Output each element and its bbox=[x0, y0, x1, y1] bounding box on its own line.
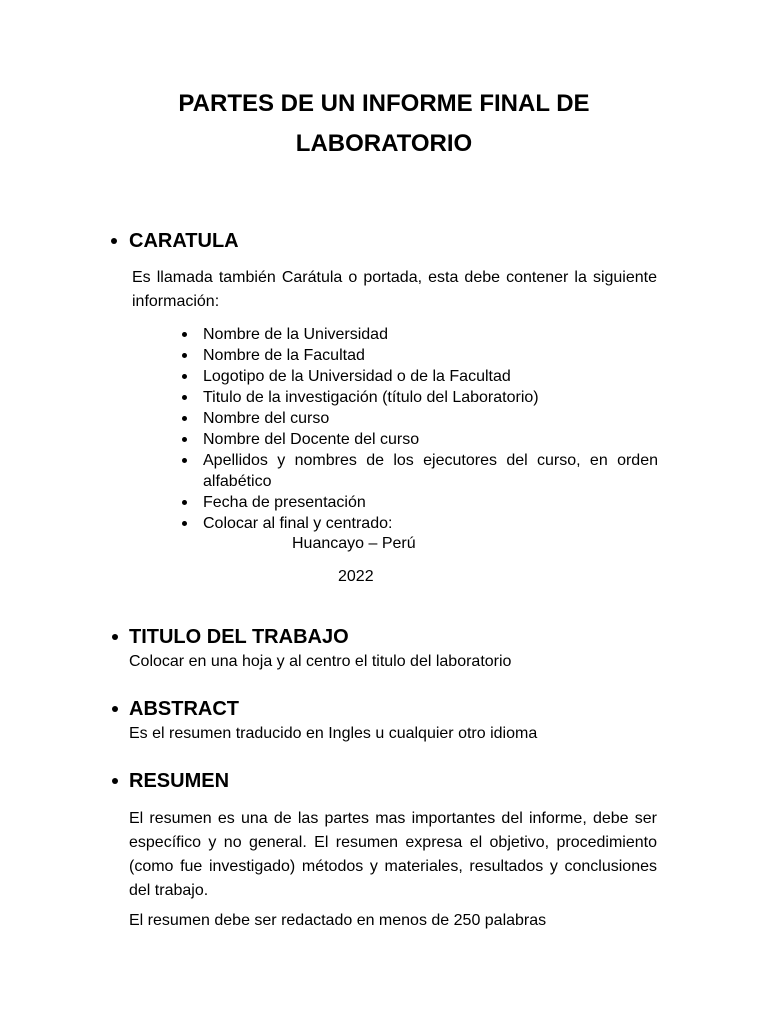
abstract-text: Es el resumen traducido en Ingles u cualquier otro idioma bbox=[129, 725, 538, 742]
section-heading-caratula: CARATULA bbox=[129, 230, 239, 252]
list-item: Nombre del curso bbox=[182, 408, 658, 429]
bullet-icon bbox=[182, 416, 187, 421]
resumen-paragraph: El resumen es una de las partes mas importantes del informe, debe ser específico y no general. El resumen expresa el objetivo, procedimiento (como fue investigado) métodos y materiales, resultados y conclusiones del trabajo. bbox=[129, 810, 657, 899]
titulo-text: Colocar en una hoja y al centro el titulo del laboratorio bbox=[129, 653, 512, 670]
list-item: Colocar al final y centrado: bbox=[182, 513, 658, 534]
document-title bbox=[100, 84, 668, 164]
list-item: Nombre del Docente del curso bbox=[182, 429, 658, 450]
caratula-intro: Es llamada también Carátula o portada, esta debe contener la siguiente información: bbox=[132, 269, 657, 310]
bullet-icon bbox=[182, 458, 187, 463]
list-item: Fecha de presentación bbox=[182, 492, 658, 513]
section-bullet-titulo bbox=[112, 634, 118, 640]
section-heading-titulo: TITULO DEL TRABAJO bbox=[129, 626, 349, 648]
section-bullet-abstract bbox=[112, 706, 118, 712]
title-line-1: PARTES DE UN INFORME FINAL DE bbox=[178, 90, 590, 117]
bullet-icon bbox=[182, 395, 187, 400]
list-item: Nombre de la Facultad bbox=[182, 345, 658, 366]
section-heading-abstract: ABSTRACT bbox=[129, 698, 239, 720]
caratula-items-list bbox=[182, 324, 658, 534]
section-bullet-resumen bbox=[112, 778, 118, 784]
list-item: Titulo de la investigación (título del Laboratorio) bbox=[182, 387, 658, 408]
bullet-icon bbox=[182, 521, 187, 526]
caratula-year: 2022 bbox=[338, 568, 374, 585]
caratula-place: Huancayo – Perú bbox=[292, 535, 416, 552]
bullet-icon bbox=[182, 500, 187, 505]
bullet-icon bbox=[182, 332, 187, 337]
section-bullet-caratula bbox=[111, 238, 117, 244]
bullet-icon bbox=[182, 374, 187, 379]
list-item: Nombre de la Universidad bbox=[182, 324, 658, 345]
list-item: Apellidos y nombres de los ejecutores del curso, en orden alfabético bbox=[182, 450, 658, 492]
section-heading-resumen: RESUMEN bbox=[129, 770, 230, 792]
bullet-icon bbox=[182, 437, 187, 442]
title-line-2: LABORATORIO bbox=[295, 130, 473, 157]
bullet-icon bbox=[182, 353, 187, 358]
resumen-note: El resumen debe ser redactado en menos de 250 palabras bbox=[129, 912, 547, 929]
list-item: Logotipo de la Universidad o de la Facultad bbox=[182, 366, 658, 387]
